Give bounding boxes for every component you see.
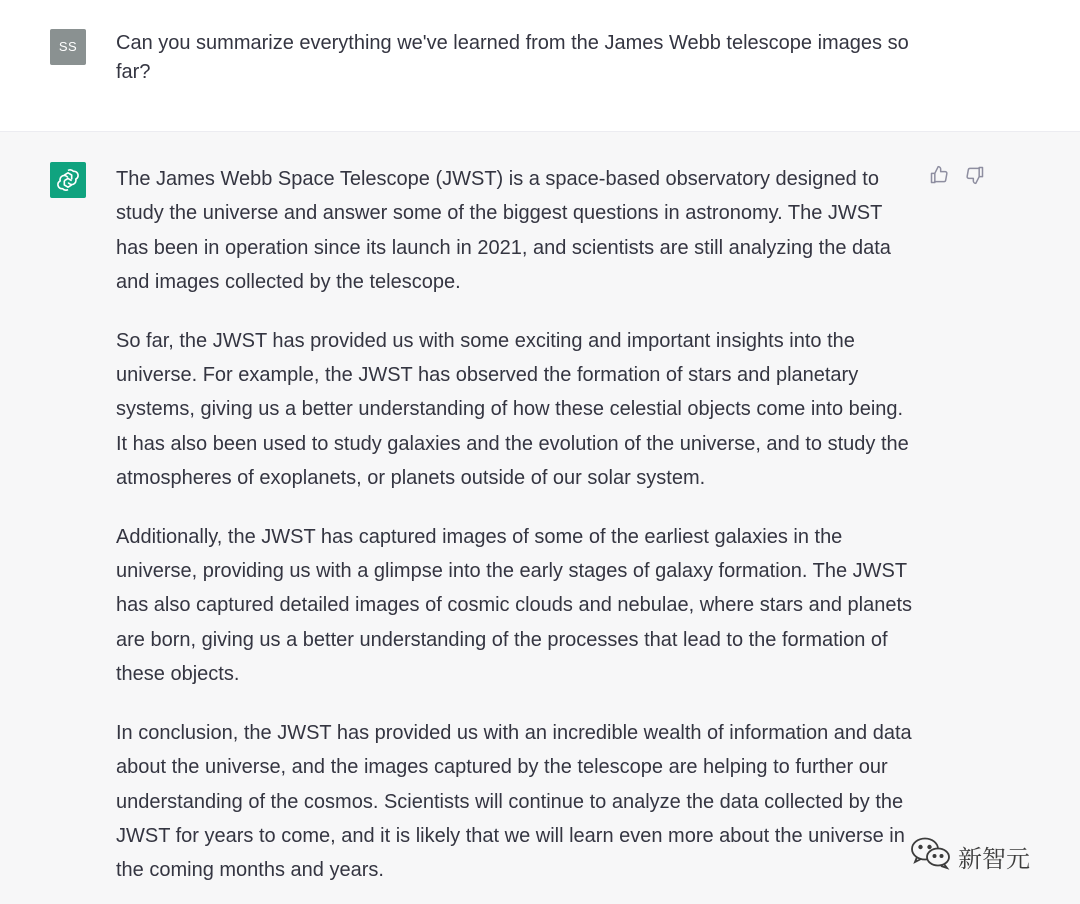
assistant-paragraph-4: In conclusion, the JWST has provided us with an incredible wealth of information and data about the universe, and the images captured by the telescope are helping to further our understanding of the cosmos. Scientists will continue to analyze the data collected by the JWST for years to come, and it is likely that we will learn even more about the universe in the coming months and years. [116,721,912,882]
wechat-icon [910,836,952,876]
user-message-text: Can you summarize everything we've learned from the James Webb telescope images so far? [116,32,909,83]
thumbs-down-icon[interactable] [964,164,986,186]
user-avatar: SS [50,29,86,65]
feedback-buttons [928,164,986,186]
watermark-text: 新智元 [958,844,1030,873]
assistant-paragraph-2: So far, the JWST has provided us with some exciting and important insights into the universe. For example, the JWST has observed the formation of stars and planetary systems, giving us a better understanding of how these celestial objects come into being. It has also been used to study galaxies and the evolution of the universe, and to study the atmospheres of exoplanets, or planets outside of our solar system. [116,329,909,490]
openai-logo-icon [50,162,86,198]
assistant-paragraph-3: Additionally, the JWST has captured images of some of the earliest galaxies in the universe, providing us with a glimpse into the early stages of galaxy formation. The JWST has also captured detailed images of cosmic clouds and nebulae, where stars and planets are born, giving us a better understanding of the processes that lead to the formation of these objects. [116,525,913,686]
watermark [910,836,1030,876]
assistant-paragraph-1: The James Webb Space Telescope (JWST) is a space-based observatory designed to study the universe and answer some of the biggest questions in astronomy. The JWST has been in operation since its launch in 2021, and scientists are still analyzing the data and images collected by the telescope. [116,168,891,294]
assistant-message-text [116,162,916,904]
user-message-row [0,0,1080,132]
thumbs-up-icon[interactable] [928,164,950,186]
assistant-message-row [0,132,1080,904]
